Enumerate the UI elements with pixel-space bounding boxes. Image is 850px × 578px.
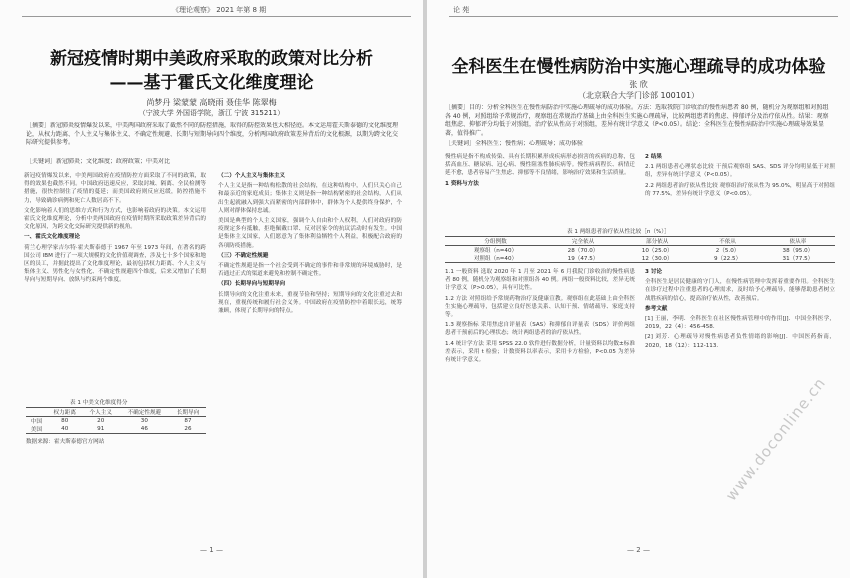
body-column-right-top: [645, 153, 835, 223]
paragraph: 2.1 两组患者心理状态比较 干预后观察组 SAS、SDS 评分均明显低于对照组，差异有统计学意义（P<0.05）。: [645, 164, 835, 179]
references-heading: 参考文献: [645, 305, 668, 312]
watermark: www.doconline.cn: [722, 373, 830, 505]
table-cell: 观察组（n=40）: [473, 248, 518, 254]
reference-item: [2] 刘芳．心理疏导对慢性病患者负性情绪的影响[J]．中国医药指南，2020，18（12）：112-113．: [645, 334, 835, 349]
running-head-text: 《理论观察》 2021 年第 8 期: [172, 6, 267, 14]
table-caption: 表 1 中美文化维度得分: [70, 400, 128, 406]
keywords: ［关键词］新冠肺炎；文化维度；政府政策；中美对比: [26, 158, 171, 165]
table-cell: 28（70.0）: [567, 248, 599, 254]
author: 张 欣: [629, 80, 648, 89]
abstract: ［摘要］目的：分析全科医生在慢性病防治中实施心理疏导的成功体验。方法：选取我院门诊收治的慢性病患者 80 例，随机分为观察组和对照组各 40 例，对照组给予常规治疗，观察组在常规治疗基础上由全科医生实施心理疏导，比较两组患者的焦虑、抑郁评分及治疗依从性。结果：观察组焦虑、抑郁评分均低于对照组，治疗依从性高于对照组，差异有统计学意义（P<0.05）。结论：全科医生在慢性病防治中实施心理疏导效果显著，值得推广。: [445, 104, 829, 137]
table-cell: 9（22.5）: [713, 256, 742, 262]
table-header: 不依从: [719, 239, 736, 245]
body-column-right: [218, 172, 402, 530]
authors: 尚梦丹 梁蒙蒙 高晓雨 聂佳华 陈翠梅: [146, 98, 277, 107]
table-cell: 对照组（n=40）: [473, 256, 518, 262]
keywords: ［关键词］全科医生；慢性病；心理疏导；成功体验: [445, 140, 584, 147]
table-note: 数据来源：霍夫斯泰德官方网站: [26, 439, 105, 445]
paragraph: 不确定性规避是指一个社会受到不确定的事件和非常规的环境威胁时，是否通过正式的渠道来避免和控制不确定性。: [218, 263, 402, 278]
table-cell: 美国: [30, 427, 42, 433]
data-table: [26, 407, 206, 445]
section-heading: （二）个人主义与集体主义: [218, 173, 286, 179]
table-header: 分组例数: [484, 239, 507, 245]
paragraph: 1.2 方法 对照组给予常规药物治疗及健康宣教。观察组在此基础上由全科医生实施心理疏导，包括建立良好医患关系、认知干预、情绪疏导、家庭支持等。: [445, 295, 635, 319]
table-cell: 20: [97, 418, 105, 424]
table-cell: 38（95.0）: [782, 248, 814, 254]
paragraph: 1.3 观察指标 采用焦虑自评量表（SAS）和抑郁自评量表（SDS）评价两组患者干预前后的心理状态；统计两组患者的治疗依从性。: [445, 322, 635, 337]
table-cell: 87: [184, 418, 192, 424]
running-head-text: 论 苑: [453, 6, 470, 14]
body-column-left: [24, 172, 206, 398]
paragraph: 美国是典型的个人主义国家，强调个人自由和个人权利，人们对政府的防疫规定多有抵触，拒绝佩戴口罩、反对居家令的抗议活动时有发生。中国是集体主义国家，人们愿意为了集体利益牺牲个人利益，积极配合政府的各项防疫措施。: [218, 218, 402, 249]
affiliation: （北京联合大学门诊部 100101）: [577, 91, 700, 100]
table-caption: 表 1 两组患者治疗依从性比较［n（%）］: [567, 229, 670, 235]
section-heading: 一、霍氏文化维度理论: [24, 234, 80, 241]
table-header: 长期导向: [176, 410, 200, 416]
table-header: 权力距离: [53, 410, 76, 416]
article-title: 新冠疫情时期中美政府采取的政策对比分析: [50, 49, 373, 69]
paragraph: 文化影响着人们的思维方式和行为方式，也影响着政府的决策。本文运用霍氏文化维度理论，分析中美两国政府在疫情时期所采取政策差异背后的文化原因，为跨文化交际研究提供新的视角。: [24, 207, 206, 231]
section-heading: （四）长期导向与短期导向: [218, 281, 286, 288]
table-cell: 31（77.5）: [782, 256, 814, 262]
table-row: [26, 425, 206, 434]
article-title: 全科医生在慢性病防治中实施心理疏导的成功体验: [451, 57, 826, 77]
table-cell: 2（5.0）: [715, 248, 740, 254]
table-cell: 19（47.5）: [567, 256, 599, 262]
section-heading: 3 讨论: [645, 269, 663, 275]
paragraph: 长期导向的文化注重未来，重视节俭和坚持；短期导向的文化注重过去和现在，重视传统和履行社会义务。中国政府在疫情防控中着眼长远，统筹兼顾，体现了长期导向的特点。: [218, 291, 402, 315]
table-header: 不确定性规避: [127, 410, 162, 416]
paragraph: 1.1 一般资料 选取 2020 年 1 月至 2021 年 6 月我院门诊收治的慢性病患者 80 例，随机分为观察组和对照组各 40 例。两组一般资料比较，差异无统计学意义（P>0.05），具有可比性。: [445, 269, 635, 292]
table-cell: 26: [184, 426, 192, 432]
paragraph: 荷兰心理学家吉尔特·霍夫斯泰德于 1967 年至 1973 年间，在著名的跨国公司 IBM 进行了一项大规模的文化价值观调查，涉及七十多个国家和地区的员工，并据此提出了文化维度理论，最初包括权力距离、个人主义与集体主义、男性化与女性化、不确定性规避四个维度，后来又增加了长期导向与短期导向、放纵与约束两个维度。: [24, 244, 206, 284]
table-header: 个人主义: [89, 410, 112, 416]
body-column-left-top: [445, 153, 635, 223]
table-header: 依从率: [789, 239, 807, 245]
body-column-left: [445, 268, 635, 530]
data-table: [445, 236, 835, 263]
running-head: [22, 4, 411, 17]
section-heading: 2 结果: [645, 154, 663, 160]
table-cell: 10（25.0）: [641, 248, 673, 254]
running-head: [449, 4, 838, 17]
paragraph: 慢性病是指不构成传染、具有长期积累形成疾病形态损害的疾病的总称，包括高血压、糖尿病、冠心病、慢性阻塞性肺疾病等。慢性病病程长、病情迁延不愈，患者容易产生焦虑、抑郁等不良情绪，影响治疗效果和生活质量。: [445, 154, 635, 177]
table-cell: 91: [97, 426, 105, 432]
table-row: [26, 417, 206, 426]
page-number: — 2 —: [627, 546, 650, 554]
table-cell: 46: [140, 426, 148, 432]
paragraph: 全科医生是居民健康的守门人，在慢性病管理中发挥着重要作用。全科医生在诊疗过程中注重患者的心理需求，及时给予心理疏导，能够帮助患者树立战胜疾病的信心，提高治疗依从性，改善预后。: [645, 279, 835, 302]
table-row: [445, 254, 835, 263]
table-header: [26, 408, 47, 417]
paragraph: 2.2 两组患者治疗依从性比较 观察组治疗依从性为 95.0%，明显高于对照组的 77.5%，差异有统计学意义（P<0.05）。: [645, 182, 835, 197]
table-row: [445, 246, 835, 255]
table-header: 部分依从: [645, 239, 669, 245]
table-cell: 30: [140, 418, 148, 424]
affiliation: （宁波大学 外国语学院，浙江 宁波 315211）: [138, 109, 285, 117]
table-cell: 80: [61, 418, 69, 424]
abstract: ［摘要］新冠肺炎疫情爆发以来，中美两国政府采取了截然不同的防控措施，取得的防控效果也大相径庭。本文运用霍夫斯泰德的文化维度理论，从权力距离、个人主义与集体主义、不确定性规避、长期与短期导向四个维度，分析两国政府政策差异背后的文化根源，以期为跨文化交际研究提供参考。: [26, 122, 399, 147]
reference-item: [1] 王丽，李明．全科医生在社区慢性病管理中的作用[J]．中国全科医学，2019，22（4）：456-458．: [645, 316, 835, 331]
article-subtitle: ——基于霍氏文化维度理论: [109, 73, 314, 93]
table-cell: 12（30.0）: [641, 256, 673, 262]
table-header: 完全依从: [571, 239, 595, 245]
table-cell: 40: [61, 426, 69, 432]
section-heading: 1 资料与方法: [445, 180, 479, 187]
paragraph: 1.4 统计学方法 采用 SPSS 22.0 软件进行数据分析，计量资料以均数±标准差表示，采用 t 检验；计数资料以率表示，采用卡方检验，P<0.05 为差异有统计学意义。: [445, 340, 635, 364]
page-number: — 1 —: [200, 546, 223, 554]
page-left: [0, 0, 423, 578]
paragraph: 新冠疫情爆发以来，中美两国政府在疫情防控方面采取了不同的政策，取得的效果也截然不同。中国政府迅速反应，采取封城、隔离、全民检测等措施，很快控制住了疫情的蔓延；而美国政府则反应迟缓，防控措施不力，导致确诊病例和死亡人数居高不下。: [24, 173, 206, 204]
page-right: [427, 0, 850, 578]
paragraph: 个人主义是指一种结构松散的社会结构，在这种结构中，人们只关心自己和最亲近的家庭成员；集体主义则是指一种结构紧密的社会结构，人们从出生起就融入到强大而紧密的内部群体中，群体为个人提供终身保护，个人则对群体保持忠诚。: [218, 183, 402, 214]
section-heading: （三）不确定性规避: [218, 252, 269, 259]
table-cell: 中国: [30, 419, 42, 425]
